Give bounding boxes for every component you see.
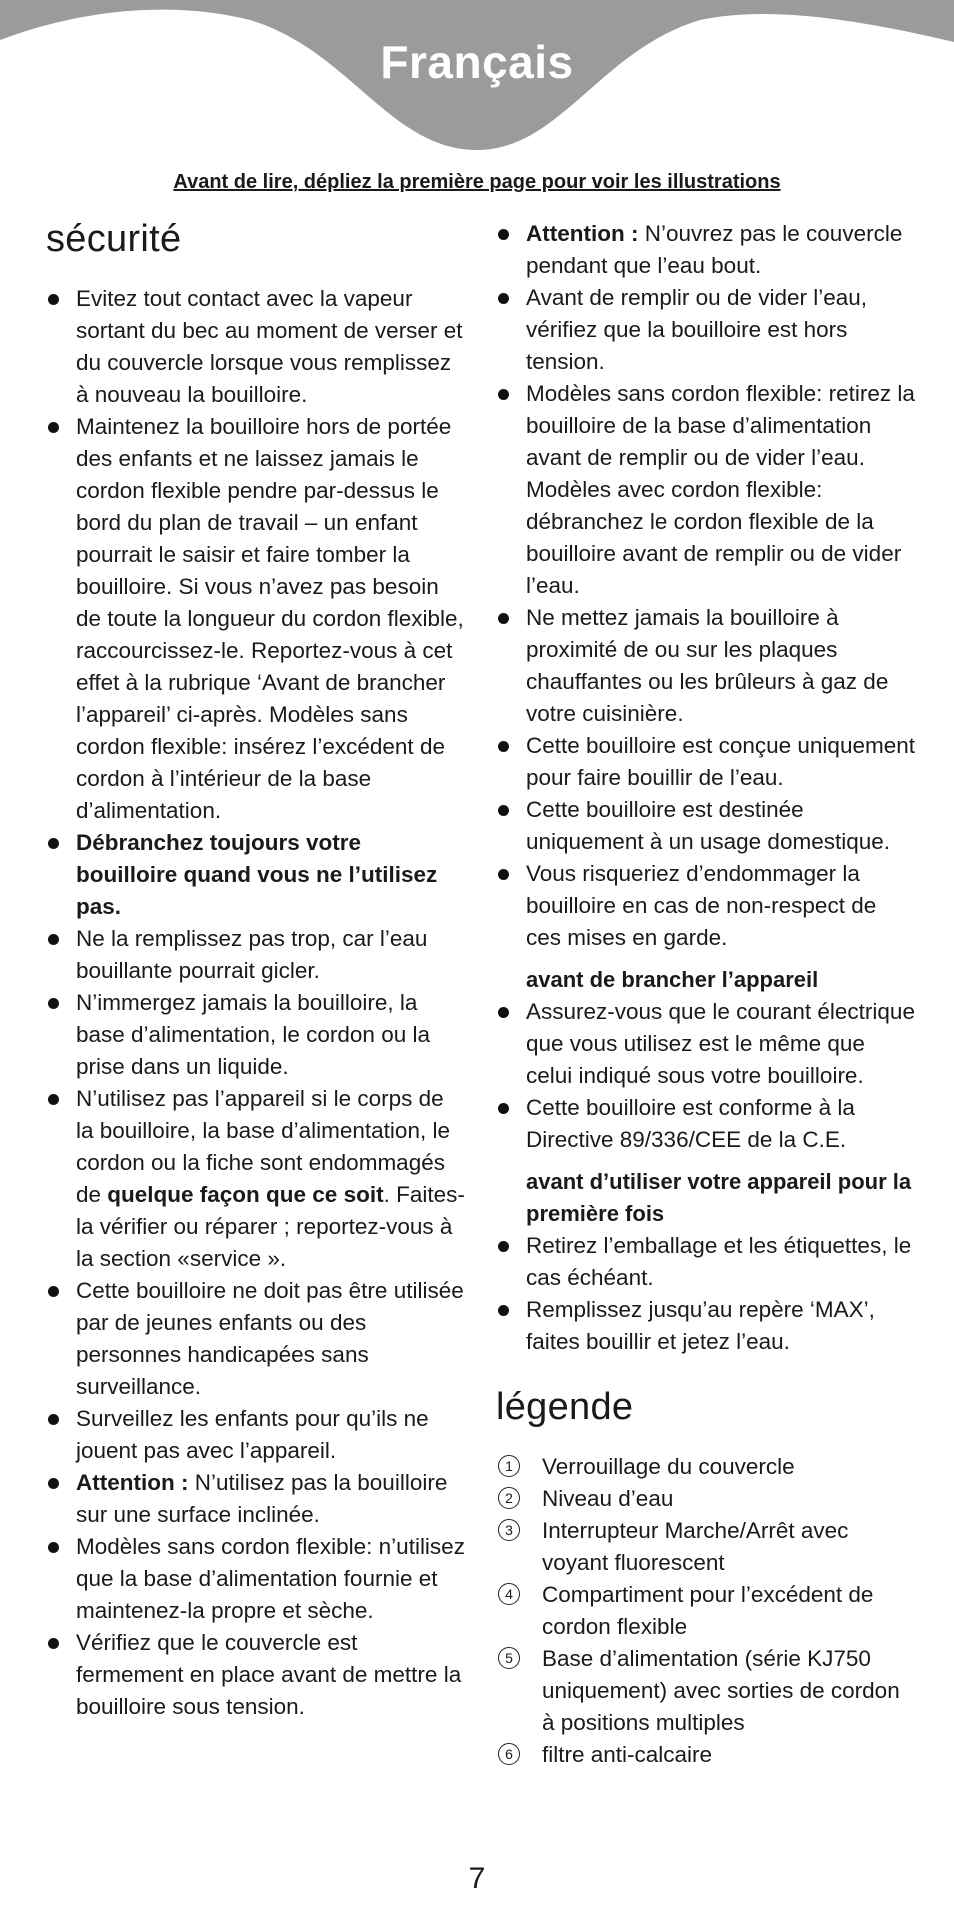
first-use-list (496, 1230, 916, 1358)
safety-item: Attention : N’ouvrez pas le couvercle pendant que l’eau bout. (496, 218, 916, 282)
safety-list (46, 283, 466, 1723)
legend-item: 2 Niveau d’eau (496, 1483, 916, 1515)
safety-item: Cette bouilloire ne doit pas être utilisée par de jeunes enfants ou des personnes handicapées sans surveillance. (46, 1275, 466, 1403)
safety-item: Ne mettez jamais la bouilloire à proximité de ou sur les plaques chauffantes ou les brûleurs à gaz de votre cuisinière. (496, 602, 916, 730)
legend-number: 3 (498, 1519, 520, 1541)
safety-item: Ne la remplissez pas trop, car l’eau bouillante pourrait gicler. (46, 923, 466, 987)
illustrations-notice: Avant de lire, dépliez la première page pour voir les illustrations (173, 171, 781, 193)
safety-item: Cette bouilloire est conçue uniquement pour faire bouillir de l’eau. (496, 730, 916, 794)
safety-item: Surveillez les enfants pour qu’ils ne jouent pas avec l’appareil. (46, 1403, 466, 1467)
safety-item: N’immergez jamais la bouilloire, la base d’alimentation, le cordon ou la prise dans un liquide. (46, 987, 466, 1083)
before-plugging-item: Cette bouilloire est conforme à la Directive 89/336/CEE de la C.E. (496, 1092, 916, 1156)
legend-number: 2 (498, 1487, 520, 1509)
before-plugging-item: Assurez-vous que le courant électrique que vous utilisez est le même que celui indiqué sous votre bouilloire. (496, 996, 916, 1092)
safety-item: Débranchez toujours votre bouilloire quand vous ne l’utilisez pas. (46, 827, 466, 923)
legend-number: 6 (498, 1743, 520, 1765)
safety-title: sécurité (46, 218, 182, 260)
legend-item: 6 filtre anti-calcaire (496, 1739, 916, 1771)
legend-number: 5 (498, 1647, 520, 1669)
language-title: Français (380, 36, 574, 88)
safety-item: Vous risqueriez d’endommager la bouilloire en cas de non-respect de ces mises en garde. (496, 858, 916, 954)
legend-title: légende (496, 1386, 634, 1428)
before-plugging-title: avant de brancher l’appareil (526, 967, 819, 992)
safety-item: Maintenez la bouilloire hors de portée des enfants et ne laissez jamais le cordon flexible pendre par-dessus le bord du plan de travail – un enfant pourrait le saisir et faire tomber la bouilloire. Si vous n’avez pas besoin de toute la longueur du cordon flexible, raccourcissez-le. Reportez-vous à cet effet à la rubrique ‘Avant de brancher l’appareil’ ci-après. Modèles sans cordon flexible: insérez l’excédent de cordon à l’intérieur de la base d’alimentation. (46, 411, 466, 827)
page-number: 7 (468, 1862, 486, 1895)
right-column (496, 218, 916, 1771)
legend-item: 5 Base d’alimentation (série KJ750 uniquement) avec sorties de cordon à positions multiples (496, 1643, 916, 1739)
before-plugging-list (496, 996, 916, 1156)
safety-list-continued (496, 218, 916, 954)
legend-number: 4 (498, 1583, 520, 1605)
first-use-title: avant d’utiliser votre appareil pour la première fois (526, 1169, 912, 1226)
safety-item: Modèles sans cordon flexible: n’utilisez que la base d’alimentation fournie et maintenez-la propre et sèche. (46, 1531, 466, 1627)
legend-number: 1 (498, 1455, 520, 1477)
safety-item: Attention : N’utilisez pas la bouilloire sur une surface inclinée. (46, 1467, 466, 1531)
safety-item: Cette bouilloire est destinée uniquement à un usage domestique. (496, 794, 916, 858)
safety-item: Avant de remplir ou de vider l’eau, vérifiez que la bouilloire est hors tension. (496, 282, 916, 378)
safety-item: Evitez tout contact avec la vapeur sortant du bec au moment de verser et du couvercle lorsque vous remplissez à nouveau la bouilloire. (46, 283, 466, 411)
first-use-item: Remplissez jusqu’au repère ‘MAX’, faites bouillir et jetez l’eau. (496, 1294, 916, 1358)
legend-item: 4 Compartiment pour l’excédent de cordon flexible (496, 1579, 916, 1643)
legend-item: 1 Verrouillage du couvercle (496, 1451, 916, 1483)
safety-item: Modèles sans cordon flexible: retirez la bouilloire de la base d’alimentation avant de remplir ou de vider l’eau. Modèles avec cordon flexible: débranchez le cordon flexible de la bouilloire avant de remplir ou de vider l’eau. (496, 378, 916, 602)
first-use-item: Retirez l’emballage et les étiquettes, le cas échéant. (496, 1230, 916, 1294)
safety-item: Vérifiez que le couvercle est fermement en place avant de mettre la bouilloire sous tension. (46, 1627, 466, 1723)
legend-list (496, 1451, 916, 1771)
legend-item: 3 Interrupteur Marche/Arrêt avec voyant fluorescent (496, 1515, 916, 1579)
left-column (46, 218, 466, 1723)
safety-item: N’utilisez pas l’appareil si le corps de la bouilloire, la base d’alimentation, le cordon ou la fiche sont endommagés de quelque façon que ce soit. Faites-la vérifier ou réparer ; reportez-vous à la section «service ». (46, 1083, 466, 1275)
